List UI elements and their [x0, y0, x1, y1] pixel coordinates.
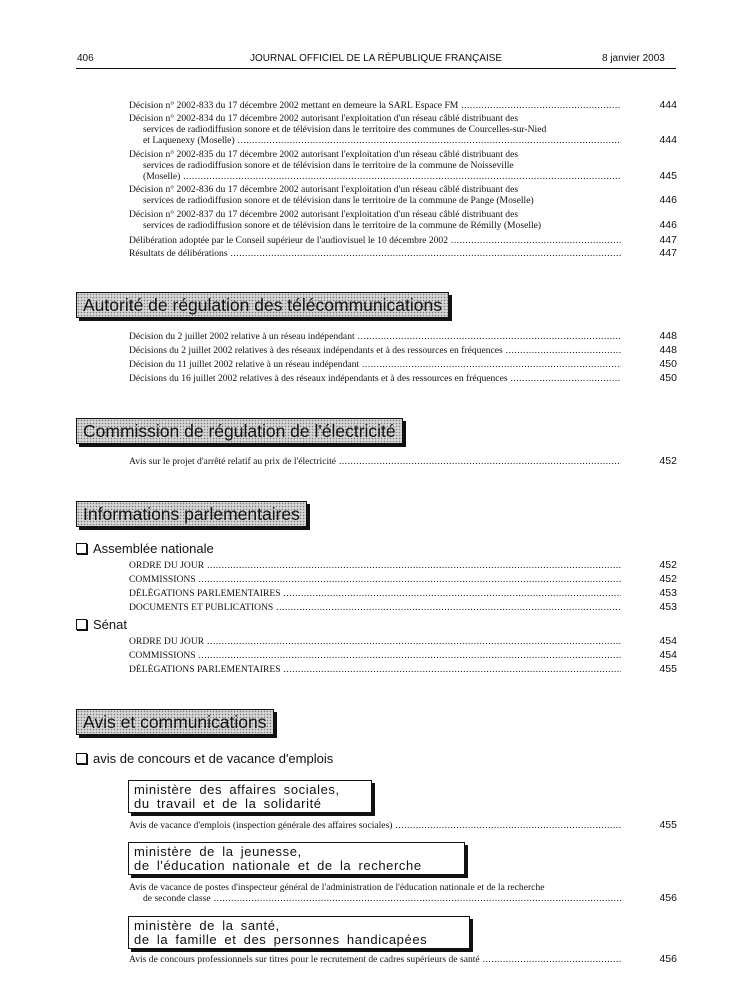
- ministry-box: ministère des affaires sociales, du travail et de la solidarité: [128, 780, 372, 813]
- section-banner-art: Autorité de régulation des télécommunications: [76, 292, 449, 318]
- journal-title: JOURNAL OFFICIEL DE LA RÉPUBLIQUE FRANÇAISE: [250, 53, 503, 64]
- toc-entry: Décision n° 2002-835 du 17 décembre 2002 autorisant l'exploitation d'un réseau câblé distribuant des services de radiodiffusion sonore et de télévision dans le territoire de la commune de Noisseville (Moselle) ..... 445: [129, 149, 677, 182]
- page-ref: 450: [659, 358, 677, 370]
- page-ref: 446: [659, 194, 677, 206]
- subsection-senat: Sénat: [76, 617, 127, 632]
- toc-entry: Avis sur le projet d'arrêté relatif au prix de l'électricité ..... 452: [129, 456, 677, 467]
- toc-entry: Délibération adoptée par le Conseil supérieur de l'audiovisuel le 10 décembre 2002 ..... 447: [129, 235, 677, 246]
- header-rule: [76, 68, 676, 69]
- subsection-assemblee: Assemblée nationale: [76, 541, 214, 556]
- section-banner-cre: Commission de régulation de l'électricité: [76, 418, 403, 444]
- toc-entry: Décision du 2 juillet 2002 relative à un réseau indépendant ..... 448: [129, 331, 677, 342]
- toc-entry: Décision n° 2002-833 du 17 décembre 2002 mettant en demeure la SARL Espace FM ..... 444: [129, 100, 677, 111]
- toc-entry: ORDRE DU JOUR ..... 452: [129, 560, 677, 571]
- section-banner-parlementaires: Informations parlementaires: [76, 501, 307, 527]
- toc-entry: Décision n° 2002-836 du 17 décembre 2002 autorisant l'exploitation d'un réseau câblé distribuant des services de radiodiffusion sonore et de télévision dans le territoire de la commune de Pange (Moselle) 446: [129, 184, 677, 206]
- toc-entry: DOCUMENTS ET PUBLICATIONS ..... 453: [129, 602, 677, 613]
- toc-entry: Décisions du 16 juillet 2002 relatives à des réseaux indépendants et à des ressources en fréquences ..... 450: [129, 373, 677, 384]
- toc-entry: Décision n° 2002-834 du 17 décembre 2002 autorisant l'exploitation d'un réseau câblé distribuant des services de radiodiffusion sonore et de télévision dans le territoire des communes de Courcelles-sur-Nied et Laquenexy (Moselle) ..... 444: [129, 113, 677, 146]
- page-number: 406: [77, 53, 94, 64]
- toc-entry: Résultats de délibérations ..... 447: [129, 248, 677, 259]
- page-ref: 444: [659, 134, 677, 146]
- subsection-concours: avis de concours et de vacance d'emplois: [76, 751, 333, 766]
- toc-entry: Décisions du 2 juillet 2002 relatives à des réseaux indépendants et à des ressources en fréquences ..... 448: [129, 345, 677, 356]
- page-ref: 454: [659, 635, 677, 647]
- toc-entry: COMMISSIONS ..... 452: [129, 574, 677, 585]
- toc-entry: Avis de concours professionnels sur titres pour le recrutement de cadres supérieurs de santé ..... 456: [129, 954, 677, 965]
- page-ref: 452: [659, 573, 677, 585]
- page-ref: 452: [659, 559, 677, 571]
- page-ref: 455: [659, 663, 677, 675]
- ministry-box: ministère de la jeunesse, de l'éducation nationale et de la recherche: [128, 842, 465, 875]
- page-ref: 447: [659, 247, 677, 259]
- toc-entry: DÉLÉGATIONS PARLEMENTAIRES ..... 453: [129, 588, 677, 599]
- ministry-box: ministère de la santé, de la famille et des personnes handicapées: [128, 916, 470, 949]
- page-ref: 454: [659, 649, 677, 661]
- page-ref: 448: [659, 344, 677, 356]
- section-banner-avis: Avis et communications: [76, 709, 274, 735]
- page-ref: 455: [659, 819, 677, 831]
- toc-entry: Décision du 11 juillet 2002 relative à un réseau indépendant ..... 450: [129, 359, 677, 370]
- page-ref: 453: [659, 601, 677, 613]
- page-ref: 453: [659, 587, 677, 599]
- page-ref: 447: [659, 234, 677, 246]
- page-ref: 456: [659, 892, 677, 904]
- checkbox-square-icon: [76, 619, 87, 630]
- checkbox-square-icon: [76, 543, 87, 554]
- page-ref: 448: [659, 330, 677, 342]
- page-ref: 450: [659, 372, 677, 384]
- page-ref: 445: [659, 170, 677, 182]
- toc-entry: Avis de vacance de postes d'inspecteur général de l'administration de l'éducation nationale et de la recherche de seconde classe ..... 456: [129, 882, 677, 904]
- page-ref: 446: [659, 219, 677, 231]
- toc-entry: COMMISSIONS ..... 454: [129, 650, 677, 661]
- page-ref: 456: [659, 953, 677, 965]
- toc-entry: Décision n° 2002-837 du 17 décembre 2002 autorisant l'exploitation d'un réseau câblé distribuant des services de radiodiffusion sonore et de télévision dans le territoire de la commune de Rémilly (Moselle) 446: [129, 209, 677, 231]
- toc-entry: Avis de vacance d'emplois (inspection générale des affaires sociales) ..... 455: [129, 820, 677, 831]
- toc-entry: ORDRE DU JOUR ..... 454: [129, 636, 677, 647]
- page-ref: 452: [659, 455, 677, 467]
- toc-entry: DÉLÉGATIONS PARLEMENTAIRES ..... 455: [129, 664, 677, 675]
- checkbox-square-icon: [76, 753, 87, 764]
- issue-date: 8 janvier 2003: [602, 53, 665, 64]
- page-ref: 444: [659, 99, 677, 111]
